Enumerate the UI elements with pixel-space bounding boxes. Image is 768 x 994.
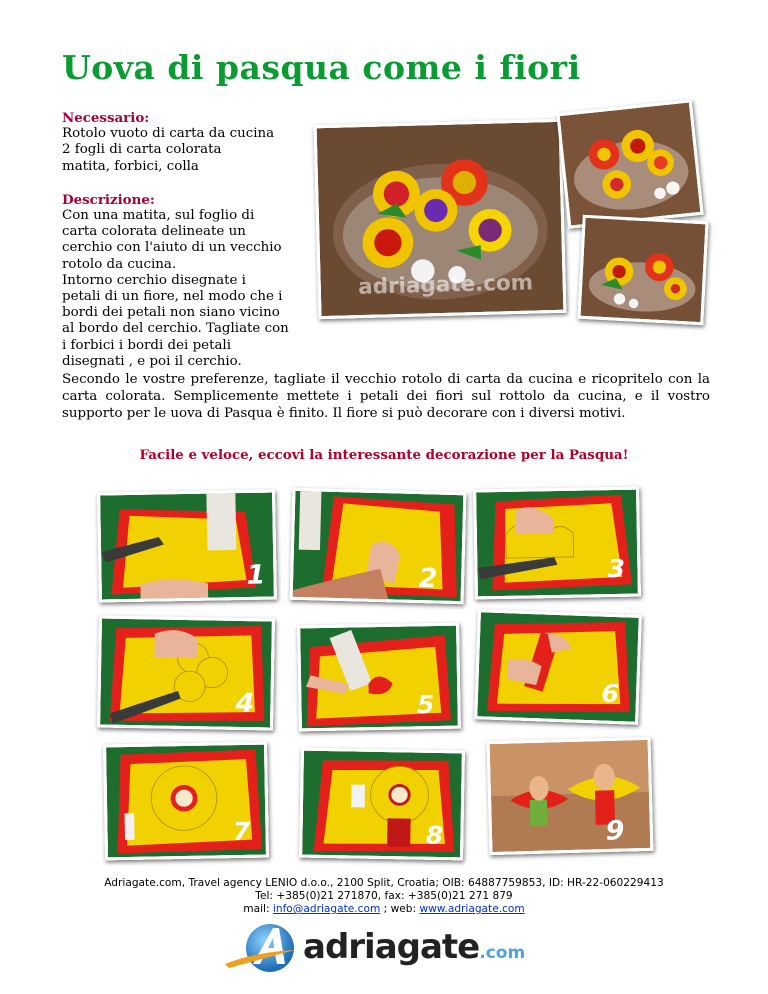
logo-wordmark: adriagate.com [303, 927, 526, 967]
page-title: Uova di pasqua come i fiori [62, 48, 581, 87]
description-heading: Descrizione: [62, 191, 155, 208]
description-line: Con una matita, sul foglio di [62, 208, 255, 224]
decoration-photo-top-right [556, 99, 703, 229]
description-line: petali di un fiore, nel modo che i [62, 289, 283, 305]
watermark-text: adriagate.com [357, 270, 534, 300]
step-number: 8 [425, 820, 444, 850]
footer-company-line: Adriagate.com, Travel agency LENIO d.o.o., 2100 Split, Croatia; OIB: 64887759853, ID: HR-22-060229413 [104, 877, 664, 889]
description-line: cerchio con l'aiuto di un vecchio [62, 240, 282, 256]
step-number: 7 [232, 816, 251, 846]
mail-label: mail: [243, 903, 273, 915]
step-photo-2 [290, 488, 467, 605]
footer-phone-line: Tel: +385(0)21 271870, fax: +385(0)21 271 879 [255, 890, 513, 902]
step-photo-9 [487, 737, 654, 855]
step-number: 1 [246, 559, 266, 591]
necessary-heading: Necessario: [62, 110, 150, 126]
website-link[interactable]: www.adriagate.com [419, 903, 525, 915]
step-number: 2 [418, 563, 438, 595]
description-line: rotolo da cucina. [62, 256, 177, 272]
step-photo-4 [97, 615, 275, 730]
necessary-item: 2 fogli di carta colorata [62, 142, 222, 158]
step-photo-6 [474, 609, 642, 725]
necessary-item: Rotolo vuoto di carta da cucina [62, 126, 275, 142]
description-line: al bordo del cerchio. Tagliate con [62, 321, 289, 337]
email-link[interactable]: info@adriagate.com [272, 903, 381, 915]
step-photo-1 [97, 489, 277, 602]
step-number: 6 [600, 678, 620, 709]
step-number: 3 [607, 554, 626, 584]
step-photo-8 [299, 748, 465, 861]
footer-contact-line [0, 903, 768, 916]
instructions-paragraph: Secondo le vostre preferenze, tagliate il vecchio rotolo di carta da cucina e ricopritelo con la carta colorata. Semplicemente mettete i petali dei fiori sul rottolo da cucina, e il vostro supporto per le uova di Pasqua è finito. Il fiore si può decorare con i diversi motivi. [62, 372, 710, 422]
intro-text-block [62, 110, 308, 370]
decoration-photo-bottom-right [577, 215, 708, 325]
necessary-item: matita, forbici, colla [62, 158, 199, 174]
finished-eggs-main-photo [314, 119, 567, 319]
step-number: 9 [605, 815, 625, 847]
step-photo-7 [103, 742, 269, 861]
step-number: 4 [235, 687, 255, 719]
adriagate-logo-icon [225, 920, 305, 976]
step-number: 5 [416, 690, 435, 720]
web-label: ; web: [380, 903, 420, 915]
description-line: Intorno cerchio disegnate i [62, 272, 246, 288]
tagline: Facile e veloce, eccovi la interessante decorazione per la Pasqua! [139, 447, 629, 463]
description-line: bordi dei petali non siano vicino [62, 305, 280, 321]
logo-suffix: .com [479, 943, 526, 963]
description-line: i forbici i bordi dei petali [62, 337, 231, 353]
description-line: disegnati , e poi il cerchio. [62, 353, 242, 369]
step-photo-5 [297, 623, 461, 732]
description-line: carta colorata delineate un [62, 224, 246, 240]
step-photo-3 [473, 487, 641, 600]
adriagate-logo [225, 920, 526, 976]
